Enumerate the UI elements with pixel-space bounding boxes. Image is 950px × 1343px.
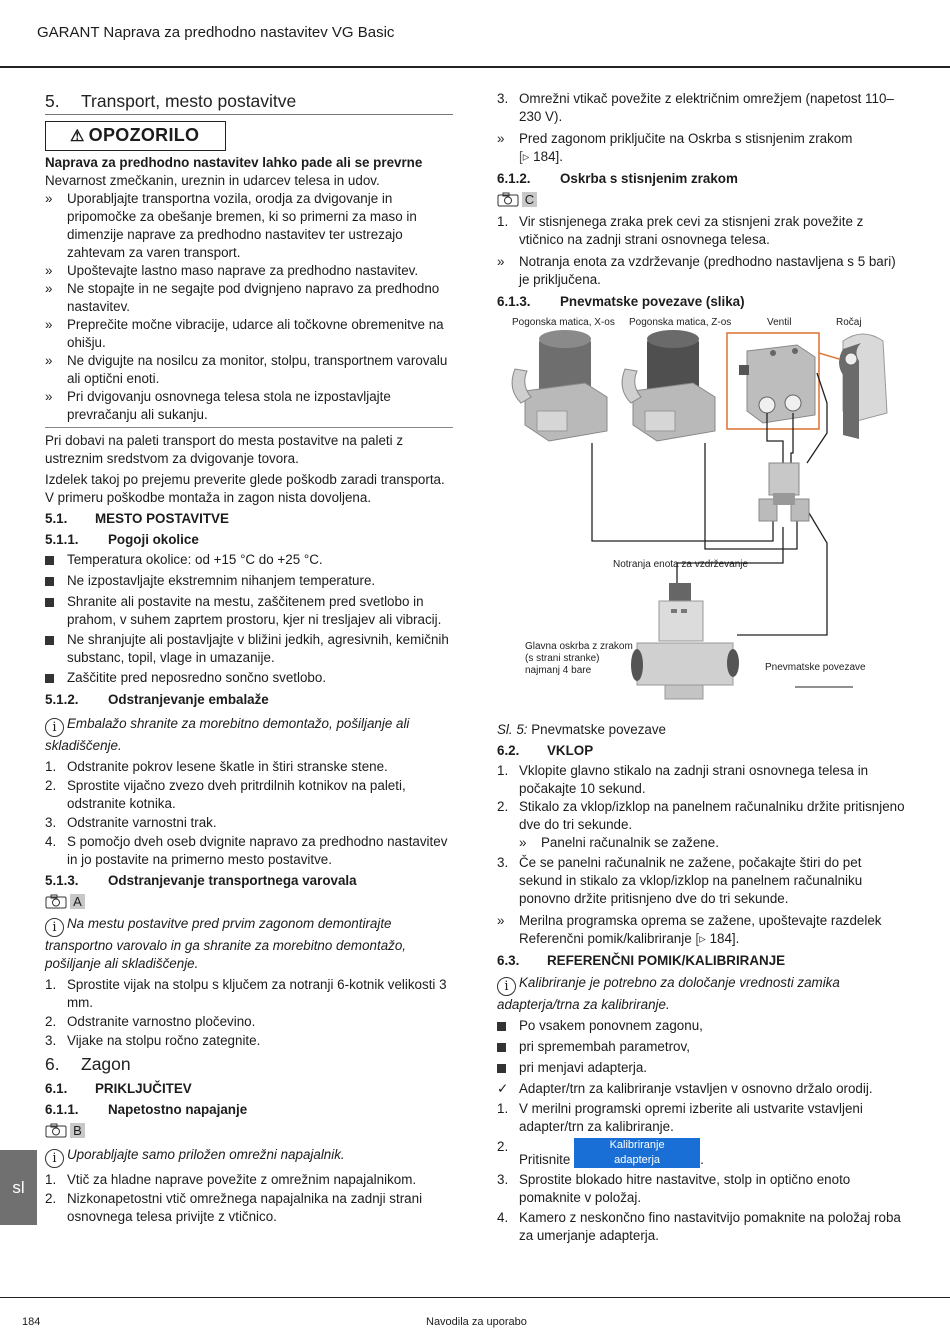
maintenance-unit-image [631, 583, 739, 699]
label-z-nut: Pogonska matica, Z-os [629, 317, 732, 328]
valve-image [739, 345, 815, 423]
section-6-1-1-heading: 6.1.1. Napetostno napajanje [45, 1102, 248, 1117]
footer-divider [0, 1297, 950, 1298]
checkmark-icon: ✓ [497, 1081, 509, 1096]
bullet-square-icon [497, 1022, 506, 1031]
left-column [45, 90, 453, 1226]
section-5-1-1-heading: 5.1.1. Pogoji okolice [45, 532, 199, 547]
list-item: 4. S pomočjo dveh oseb dvignite napravo za predhodno nastavitev in jo postavite na primerno mesto postavitve. [45, 834, 448, 867]
bullet-square-icon [497, 1064, 506, 1073]
warning-heading: Naprava za predhodno nastavitev lahko pade ali se prevrne [45, 155, 423, 170]
result-item: » Merilna programska oprema se zažene, upoštevajte razdelek Referenčni pomik/kalibriranje [▹ 184]. [497, 913, 882, 946]
x-axis-drive-nut-image [512, 330, 607, 441]
section-5-1-3-heading: 5.1.3. Odstranjevanje transportnega varovala [45, 873, 357, 888]
result-item: » Notranja enota za vzdrževanje (predhodno nastavljena s 5 bari) je priključena. [497, 254, 896, 287]
language-tab: sl [0, 1150, 37, 1225]
warning-label-box [45, 121, 226, 151]
page-ref-arrow-icon: [▹ [695, 931, 710, 946]
handle-image [839, 334, 887, 439]
conditions-list [45, 551, 453, 688]
list-item: Ne shranjujte ali postavljajte v bližini jedkih, agresivnih, kemičnih substanc, topil, vlage in umazanije. [45, 631, 453, 667]
list-item: 2. Odstranite varnostno pločevino. [45, 1014, 256, 1029]
section-number: 5. [45, 91, 60, 111]
section-5-1-heading: 5.1. MESTO POSTAVITVE [45, 511, 229, 526]
section-5-1-2-heading: 5.1.2. Odstranjevanje embalaže [45, 692, 269, 707]
list-item: » Uporabljajte transportna vozila, orodja za dvigovanje in pripomočke za obešanje bremen, ki so primerni za maso in dimenzije naprave za predhodno nastavitev ter ustrezajo zahtevam za varen transport. [45, 191, 417, 260]
warning-divider [45, 427, 453, 428]
bullet-square-icon [45, 556, 54, 565]
list-item: 1. Vklopite glavno stikalo na zadnji strani osnovnega telesa in počakajte 10 sekund. [497, 763, 869, 796]
page-ref-link[interactable]: 184]. [533, 149, 563, 164]
figure-letter: B [70, 1123, 85, 1138]
list-item: 1. V merilni programski opremi izberite ali ustvarite vstavljeni adapter/trn za kalibriranje. [497, 1101, 863, 1134]
list-item: 2. Nizkonapetostni vtič omrežnega napajalnika na zadnji strani osnovnega telesa privijte z vtičnico. [45, 1191, 423, 1224]
list-item: 4. Kamero z neskončno fino nastavitvijo pomaknite na položaj roba za umerjanje adapterja. [497, 1210, 901, 1243]
section-6-3-heading: 6.3. REFERENČNI POMIK/KALIBRIRANJE [497, 953, 786, 968]
result-item: » Pred zagonom priključite na Oskrba s stisnjenim zrakom [▹ 184]. [497, 131, 853, 164]
section-6-1-2-heading: 6.1.2. Oskrba s stisnjenim zrakom [497, 171, 738, 186]
right-column [497, 90, 907, 1245]
label-handle: Ročaj [836, 317, 862, 328]
list-item: pri spremembah parametrov, [497, 1038, 907, 1057]
section-title: Transport, mesto postavitve [81, 91, 297, 111]
label-pneumatic: Pnevmatske povezave [765, 662, 866, 673]
z-axis-drive-nut-image [622, 330, 715, 441]
header-title: GARANT Naprava za predhodno nastavitev VG Basic [37, 24, 395, 41]
footer-title: Navodila za uporabo [426, 1316, 527, 1328]
precondition-item: ✓ Adapter/trn za kalibriranje vstavljen v osnovno držalo orodij. [497, 1081, 873, 1096]
figure-reference [45, 892, 453, 911]
list-item: » Preprečite močne vibracije, udarce ali točkovne obremenitve na ohišju. [45, 317, 444, 350]
list-item: 2. Sprostite vijačno zvezo dveh pritrdilnih kotnikov na paleti, odstranite kotnika. [45, 778, 406, 811]
label-maintenance-unit: Notranja enota za vzdrževanje [613, 559, 749, 570]
warning-subtext: Nevarnost zmečkanin, ureznin in udarcev telesa in udov. [45, 173, 380, 188]
page-ref-link[interactable]: 184]. [709, 931, 740, 946]
figure-reference [497, 190, 907, 209]
figure-caption: Sl. 5: Pnevmatske povezave [497, 722, 666, 737]
pneumatic-diagram [497, 313, 907, 715]
warning-list [45, 190, 453, 424]
list-item: 3. Sprostite blokado hitre nastavitve, stolp in optično enoto pomaknite v položaj. [497, 1172, 851, 1205]
list-item: » Ne dvigujte na nosilcu za monitor, stolpu, transportnem varovalu ali optični enoti. [45, 353, 448, 386]
label-x-nut: Pogonska matica, X-os [512, 317, 615, 328]
list-item: Po vsakem ponovnem zagonu, [497, 1017, 907, 1036]
list-item: 1. Odstranite pokrov lesene škatle in štiri stranske stene. [45, 759, 388, 774]
list-item: 1. Vir stisnjenega zraka prek cevi za stisnjeni zrak povežite z vtičnico na zadnji strani osnovnega telesa. [497, 214, 864, 247]
section-6-2-heading: 6.2. VKLOP [497, 743, 594, 758]
info-note: i Embalažo shranite za morebitno demontažo, pošiljanje ali skladiščenje. [45, 716, 410, 753]
sub-result-item: » Panelni računalnik se zažene. [519, 835, 719, 850]
list-item: Ne izpostavljajte ekstremnim nihanjem temperature. [45, 572, 453, 591]
info-icon: i [45, 1149, 64, 1168]
list-item: 3. Vijake na stolpu ročno zategnite. [45, 1033, 261, 1048]
bullet-square-icon [45, 577, 54, 586]
label-main-supply-3: najmanj 4 bare [525, 665, 592, 676]
list-item: » Pri dvigovanju osnovnega telesa stola ne izpostavljajte prevračanju ali sukanju. [45, 389, 391, 422]
label-valve: Ventil [767, 317, 792, 328]
info-note: i Kalibriranje je potrebno za določanje vrednosti zamika adapterja/trna za kalibriranje. [497, 975, 840, 1012]
transport-lock-steps [45, 976, 453, 1050]
bullet-square-icon [497, 1043, 506, 1052]
unpack-steps [45, 758, 453, 869]
camera-icon [497, 192, 519, 207]
list-item: 3. Omrežni vtikač povežite z električnim omrežjem (napetost 110–230 V). [497, 91, 894, 124]
figure-reference [45, 1121, 453, 1140]
list-item: Temperatura okolice: od +15 °C do +25 °C. [45, 551, 453, 570]
list-item: pri menjavi adapterja. [497, 1059, 907, 1078]
bullet-square-icon [45, 674, 54, 683]
label-main-supply-1: Glavna oskrba z zrakom [525, 641, 633, 652]
page-number: 184 [22, 1316, 41, 1328]
info-icon: i [45, 718, 64, 737]
label-main-supply-2: (s strani stranke) [525, 653, 600, 664]
calibrate-adapter-button[interactable]: Kalibriranje adapterja [574, 1138, 700, 1168]
list-item: » Ne stopajte in ne segajte pod dvignjeno napravo za predhodno nastavitev. [45, 281, 440, 314]
valve-pointer-line [819, 353, 839, 359]
section-5-heading [45, 90, 453, 115]
bullet-square-icon [45, 636, 54, 645]
section-6-heading: 6. Zagon [45, 1054, 131, 1074]
list-item: 2. Stikalo za vklop/izklop na panelnem računalniku držite pritisnjeno dve do tri sekunde. [497, 799, 905, 832]
section-6-1-heading: 6.1. PRIKLJUČITEV [45, 1081, 192, 1096]
figure-letter: A [70, 894, 85, 909]
info-icon: i [497, 977, 516, 996]
paragraph: Pri dobavi na paleti transport do mesta postavitve na paleti z ustreznim sredstvom za dvigovanje tovora. [45, 433, 404, 466]
warning-label: OPOZORILO [88, 125, 200, 145]
camera-icon [45, 894, 67, 909]
figure-letter: C [522, 192, 537, 207]
list-item: 3. Odstranite varnostni trak. [45, 815, 217, 830]
info-note: i Na mestu postavitve pred prvim zagonom demontirajte transportno varovalo in ga shranite za morebitno demontažo, pošiljanje ali skladiščenje. [45, 916, 407, 971]
section-6-1-3-heading: 6.1.3. Pnevmatske povezave (slika) [497, 294, 745, 309]
info-note: i Uporabljajte samo priložen omrežni napajalnik. [45, 1146, 453, 1168]
list-item: » Upoštevajte lastno maso naprave za predhodno nastavitev. [45, 263, 419, 278]
list-item: 3. Če se panelni računalnik ne zažene, počakajte štiri do pet sekund in stikalo za vklop/izklop na panelnem računalniku ponovno držite pritisnjeno dve do tri sekunde. [497, 855, 863, 906]
paragraph: Izdelek takoj po prejemu preverite glede poškodb zaradi transporta. V primeru poškodbe montaža in zagon nista dovoljena. [45, 472, 445, 505]
list-item: 1. Sprostite vijak na stolpu s ključem za notranji 6-kotnik velikosti 3 mm. [45, 977, 447, 1010]
list-item: Shranite ali postavite na mestu, zaščitenem pred svetlobo in prahom, v suhem zaprtem prostoru, kjer ni tresljajev ali vibracij. [45, 593, 453, 629]
list-item: 2. Pritisnite Kalibriranje adapterja . [497, 1139, 704, 1167]
bullet-square-icon [45, 598, 54, 607]
t-connector-image [759, 463, 809, 521]
header-divider [0, 66, 950, 68]
power-steps [45, 1171, 453, 1226]
warning-triangle-icon: ⚠ [70, 128, 85, 145]
camera-icon [45, 1123, 67, 1138]
page-ref-arrow-icon: [▹ [519, 149, 534, 164]
info-icon: i [45, 918, 64, 937]
list-item: 1. Vtič za hladne naprave povežite z omrežnim napajalnikom. [45, 1172, 417, 1187]
list-item: Zaščitite pred neposredno sončno svetlobo. [45, 669, 453, 688]
